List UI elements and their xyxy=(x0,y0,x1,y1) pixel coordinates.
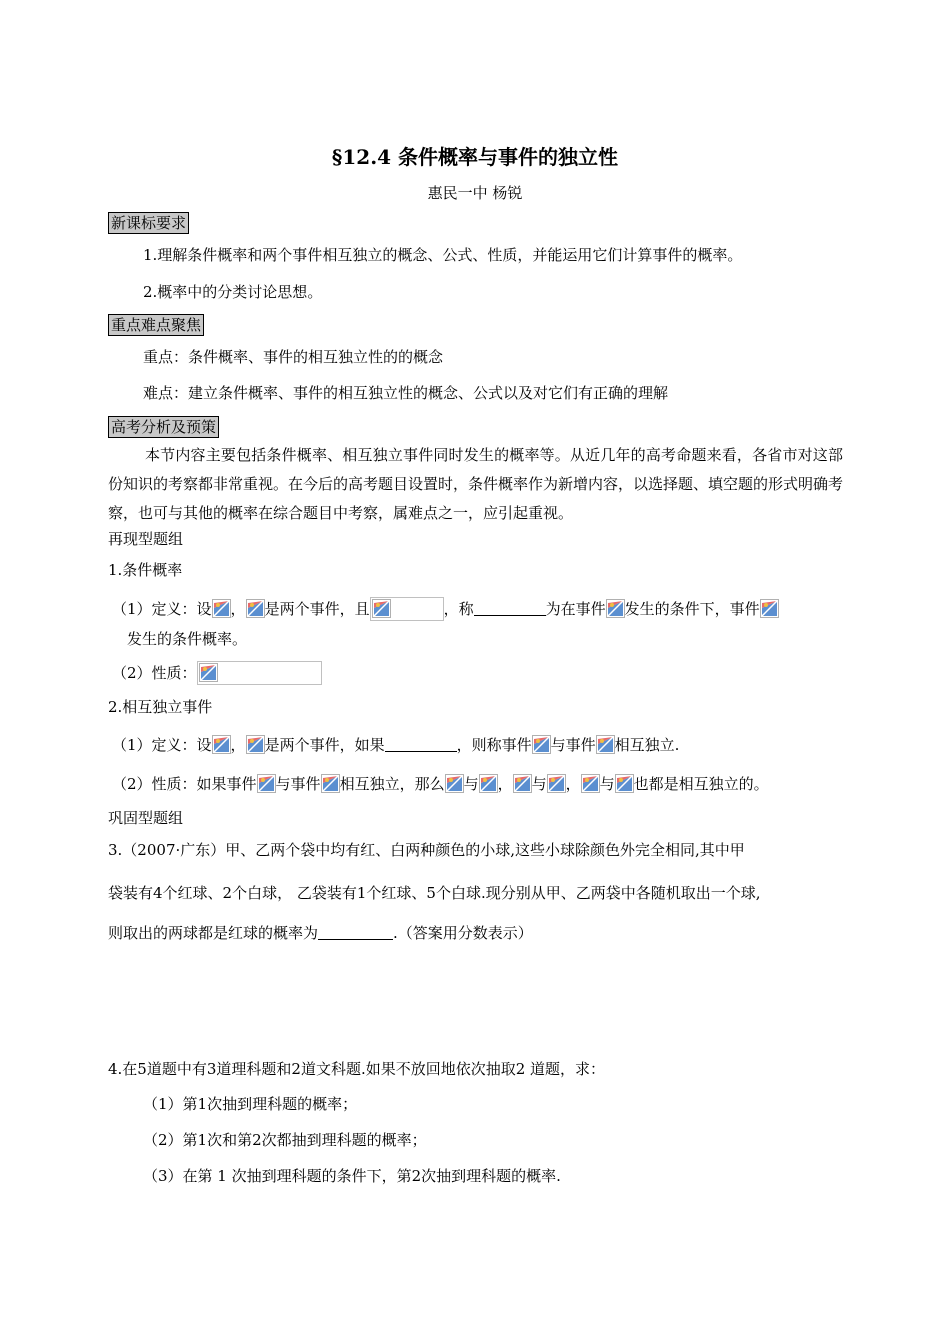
formula-image-icon xyxy=(760,599,779,618)
formula-box xyxy=(370,597,444,621)
def2-text-6: 相互独立. xyxy=(614,736,680,754)
definition-line-1 xyxy=(112,597,779,621)
formula-box xyxy=(197,661,322,685)
requirement-item-1: 1.理解条件概率和两个事件相互独立的概念、公式、性质，并能运用它们计算事件的概率。 xyxy=(143,246,743,264)
prop2-text-5: ， xyxy=(497,775,513,793)
def2-text-2: ， xyxy=(230,736,246,754)
formula-image-icon xyxy=(596,735,615,754)
definition-line-1-cont: 发生的条件概率。 xyxy=(127,630,248,648)
def1-text-4: ，称 xyxy=(443,600,474,618)
fill-in-blank xyxy=(318,923,393,940)
q3-text-a: 则取出的两球都是红球的概率为 xyxy=(108,924,319,942)
author-line: 惠民一中 杨锐 xyxy=(427,184,523,202)
formula-image-icon xyxy=(532,735,551,754)
question-3-line-1: 3.（2007·广东）甲、乙两个袋中均有红、白两种颜色的小球,这些小球除颜色外完全相同,其中甲 xyxy=(108,841,745,859)
requirement-item-2: 2.概率中的分类讨论思想。 xyxy=(143,283,323,301)
heading-curriculum-requirements: 新课标要求 xyxy=(108,212,189,234)
key-point-focus: 重点：条件概率、事件的相互独立性的的概念 xyxy=(143,348,444,366)
def1-text-3: 是两个事件，且 xyxy=(264,600,370,618)
formula-image-icon xyxy=(212,735,231,754)
question-4: 4.在5道题中有3道理科题和2道文科题.如果不放回地依次抽取2 道题，求： xyxy=(108,1060,606,1078)
topic-independent-events: 2.相互独立事件 xyxy=(108,698,213,716)
definition-line-2 xyxy=(112,735,679,755)
formula-image-icon xyxy=(479,774,498,793)
formula-image-icon xyxy=(615,774,634,793)
def2-text-5: 与事件 xyxy=(550,736,596,754)
formula-image-icon xyxy=(513,774,532,793)
formula-image-icon xyxy=(246,599,265,618)
def1-text-6: 发生的条件下，事件 xyxy=(624,600,760,618)
prop2-text-4: 与 xyxy=(463,775,479,793)
key-point-difficulty: 难点：建立条件概率、事件的相互独立性的概念、公式以及对它们有正确的理解 xyxy=(143,384,669,402)
question-4-part-3: （3）在第 1 次抽到理科题的条件下，第2次抽到理科题的概率. xyxy=(143,1167,561,1185)
exam-analysis-paragraph: 本节内容主要包括条件概率、相互独立事件同时发生的概率等。从近几年的高考命题来看，各省市对这部份知识的考察都非常重视。在今后的高考题目设置时，条件概率作为新增内容，以选择题、填空题的形式明确考察，也可与其他的概率在综合题目中考察，属难点之一，应引起重视。 xyxy=(108,446,844,522)
formula-image-icon xyxy=(246,735,265,754)
formula-image-icon xyxy=(581,774,600,793)
prop2-text-2: 与事件 xyxy=(275,775,321,793)
heading-exam-analysis: 高考分析及预策 xyxy=(108,416,219,438)
def2-text-3: 是两个事件，如果 xyxy=(264,736,385,754)
formula-image-icon xyxy=(257,774,276,793)
def1-text-5: 为在事件 xyxy=(545,600,606,618)
fill-in-blank xyxy=(474,599,546,616)
topic-conditional-probability: 1.条件概率 xyxy=(108,561,183,579)
question-3-line-3 xyxy=(108,923,533,943)
formula-image-icon xyxy=(212,599,231,618)
property-line-2 xyxy=(112,774,769,794)
prop2-text-1: （2）性质：如果事件 xyxy=(112,775,257,793)
def1-text-2: ， xyxy=(230,600,246,618)
formula-image-icon xyxy=(445,774,464,793)
prop1-text: （2）性质： xyxy=(112,664,197,682)
prop2-text-9: 也都是相互独立的。 xyxy=(633,775,769,793)
def2-text-4: ，则称事件 xyxy=(456,736,532,754)
formula-image-icon xyxy=(606,599,625,618)
heading-key-points: 重点难点聚焦 xyxy=(108,314,204,336)
def1-text-1: （1）定义：设 xyxy=(112,600,212,618)
question-4-part-2: （2）第1次和第2次都抽到理科题的概率； xyxy=(143,1131,427,1149)
page-title: §12.4 条件概率与事件的独立性 xyxy=(331,145,619,169)
prop2-text-6: 与 xyxy=(531,775,547,793)
question-3-line-2: 袋装有4个红球、2个白球， 乙袋装有1个红球、5个白球.现分别从甲、乙两袋中各随机取出一个球, xyxy=(108,884,761,902)
q3-text-b: .（答案用分数表示） xyxy=(393,924,533,942)
def2-text-1: （1）定义：设 xyxy=(112,736,212,754)
heading-consolidation-problems: 巩固型题组 xyxy=(108,809,184,827)
fill-in-blank xyxy=(385,735,457,752)
formula-image-icon xyxy=(372,599,391,618)
formula-image-icon xyxy=(547,774,566,793)
formula-image-icon xyxy=(321,774,340,793)
prop2-text-3: 相互独立，那么 xyxy=(339,775,445,793)
question-4-part-1: （1）第1次抽到理科题的概率； xyxy=(143,1095,358,1113)
property-line-1 xyxy=(112,661,322,685)
formula-image-icon xyxy=(199,663,218,682)
heading-reproduction-problems: 再现型题组 xyxy=(108,530,184,548)
prop2-text-8: 与 xyxy=(599,775,615,793)
prop2-text-7: ， xyxy=(565,775,581,793)
